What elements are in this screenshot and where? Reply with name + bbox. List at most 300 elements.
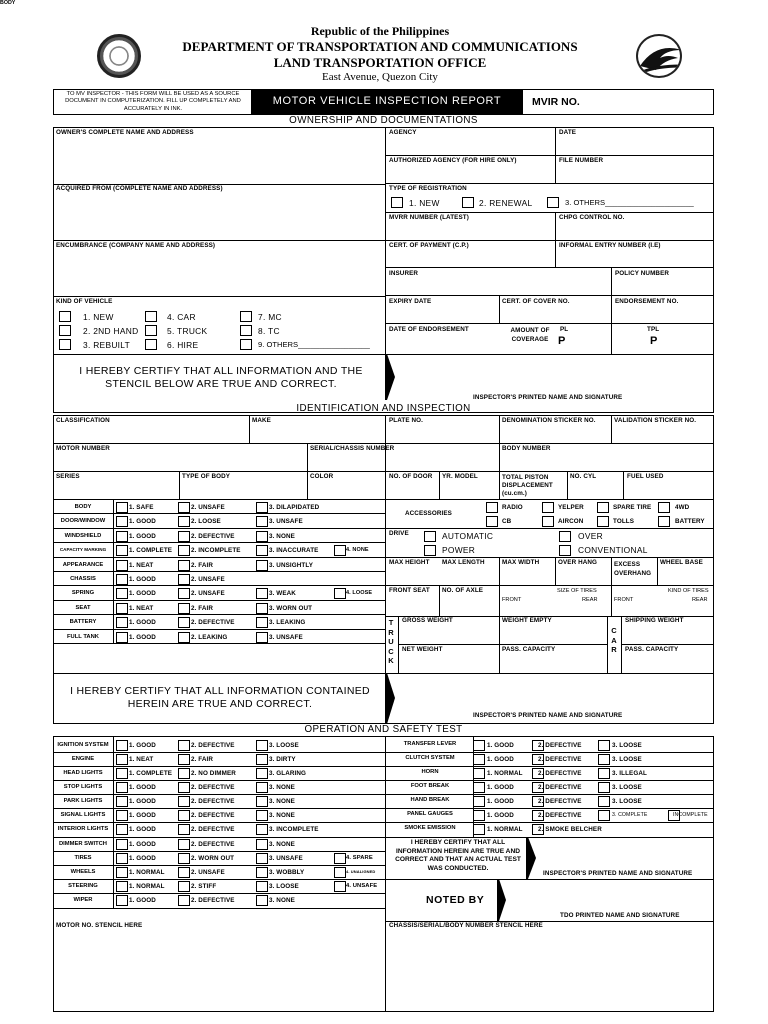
op-option-checkbox[interactable] [178,740,190,751]
header-department: DEPARTMENT OF TRANSPORTATION AND COMMUNICATIONS [182,39,578,54]
ins-option-checkbox[interactable] [116,632,128,643]
kind-label: 9. OTHERS_________________ [258,340,370,349]
ins-option-checkbox[interactable] [116,531,128,542]
op-right-option-label: 2. SMOKE BELCHER [538,826,602,833]
kind-hire-checkbox[interactable] [145,339,157,350]
op-right-option-label: 3. LOOSE [612,784,642,791]
ins-option-checkbox[interactable] [116,516,128,527]
op-option-label: 1. GOOD [129,855,156,862]
kind-label: 8. TC [258,326,280,336]
ins-option-checkbox[interactable] [256,560,268,571]
ins-row-label: DOOR/WINDOW [60,518,106,524]
op-option-checkbox[interactable] [116,740,128,751]
reg-new-label: 1. NEW [409,198,440,208]
ins-option-checkbox[interactable] [256,531,268,542]
acc-cb-checkbox[interactable] [486,516,498,527]
acc-4wd-checkbox[interactable] [658,502,670,513]
ins-option-checkbox[interactable] [116,560,128,571]
ins-option-checkbox[interactable] [116,502,128,513]
op-option-checkbox[interactable] [256,768,268,779]
reg-others-label: 3. OTHERS_____________________ [565,198,694,207]
drive-over-checkbox[interactable] [559,531,571,542]
inspector-signature-label: INSPECTOR'S PRINTED NAME AND SIGNATURE [473,712,623,719]
op-option-label: 1. COMPLETE [129,770,173,777]
ins-option-label: 1. GOOD [129,533,156,540]
ins-row-label: SEAT [75,605,91,611]
motor-number-label: MOTOR NUMBER [56,445,110,452]
op-option-checkbox[interactable] [178,782,190,793]
op-option-checkbox[interactable] [116,895,128,906]
ins-option-checkbox[interactable] [116,574,128,585]
amount-coverage-label: AMOUNT OF COVERAGE [510,327,550,343]
op-option-checkbox[interactable] [116,768,128,779]
op-row-label: INTERIOR LIGHTS [57,826,109,832]
kind-label: 5. TRUCK [167,326,208,336]
op-option-label: 1. NEAT [129,756,154,763]
op-option-checkbox[interactable] [116,867,128,878]
acc-label: RADIO [502,504,523,511]
op-right-checkbox[interactable] [598,810,610,821]
ins-row-label: CAPACITY MARKING [59,547,107,552]
agency-label: AGENCY [389,129,417,136]
inspector-signature-label: INSPECTOR'S PRINTED NAME AND SIGNATURE [543,870,693,877]
op-row-label: STEERING [68,883,98,889]
validation-sticker-label: VALIDATION STICKER NO. [614,417,697,424]
header-republic: Republic of the Philippines [310,24,450,38]
ins-option-label: 2. UNSAFE [191,504,225,511]
ins-option-checkbox[interactable] [178,560,190,571]
acc-label: YELPER [558,504,584,511]
op-right-option-label: 3. COMPLETE [612,812,648,818]
op-right-checkbox[interactable] [598,740,610,751]
op-option-checkbox[interactable] [178,768,190,779]
op-right-option-label: 1. GOOD [487,742,514,749]
ins-row-label: SPRING [71,590,95,596]
encumbrance-label: ENCUMBRANCE (COMPANY NAME AND ADDRESS) [56,242,216,249]
fuel-used-label: FUEL USED [627,473,664,480]
date-label: DATE [559,129,577,136]
op-option-label: 3. GLARING [269,770,307,777]
acc-yelper-checkbox[interactable] [542,502,554,513]
pl-peso: P [558,335,566,347]
op-right-checkbox[interactable] [598,796,610,807]
op-option-checkbox[interactable] [116,782,128,793]
op-option-checkbox[interactable] [178,754,190,765]
accessories-label: ACCESSORIES [405,510,452,517]
op-option-label: 1. NORMAL [129,869,165,876]
op-option-checkbox[interactable] [116,754,128,765]
op-option-checkbox[interactable] [116,853,128,864]
ins-option-checkbox[interactable] [256,516,268,527]
op-option-checkbox[interactable] [116,796,128,807]
op-option-checkbox[interactable] [256,754,268,765]
ins-option-label: 2. UNSAFE [191,590,225,597]
ins-option-label: 2. FAIR [191,605,214,612]
motor-stencil-label: MOTOR NO. STENCIL HERE [56,922,143,929]
ins-option-checkbox[interactable] [178,632,190,643]
op-right-label: HORN [421,769,439,775]
acc-label: BATTERY [675,518,705,525]
op-row-label: STOP LIGHTS [63,784,103,790]
ins-option-label: 1. NEAT [129,605,154,612]
form-title-text: MOTOR VEHICLE INSPECTION REPORT [272,95,502,107]
op-option-checkbox[interactable] [256,810,268,821]
ins-option-label: 2. FAIR [191,562,214,569]
make-label: MAKE [252,417,271,424]
kind-rebuilt-checkbox[interactable] [59,339,71,350]
op-right-option-label: 1. NORMAL [487,770,523,777]
op-option-label: 3. NONE [269,798,295,805]
op-option-label: 2. DEFECTIVE [191,812,235,819]
op-option-label: 1. NORMAL [129,883,165,890]
drive-conventional-checkbox[interactable] [559,545,571,556]
op-right-option-label: 1. NORMAL [487,826,523,833]
op-option-label: 3. LOOSE [269,883,299,890]
mvir-label: MVIR NO. [532,96,580,108]
op-right-option-label: 2. DEFECTIVE [538,784,582,791]
op-right-option-label: INCOMPLETE [673,812,708,818]
op-right-checkbox[interactable] [598,782,610,793]
kind-label: 7. MC [258,312,282,322]
op-row-label: WHEELS [70,869,96,875]
op-right-checkbox[interactable] [473,810,485,821]
acc-spare-tire-checkbox[interactable] [597,502,609,513]
ins-option-checkbox[interactable] [256,632,268,643]
car-pass-capacity-label: PASS. CAPACITY [625,646,679,653]
op-option-checkbox[interactable] [334,853,346,864]
no-axle-label: NO. OF AXLE [442,587,484,594]
car-letter: C [611,626,617,635]
ins-option-label: 3. INACCURATE [269,547,319,554]
op-option-checkbox[interactable] [256,782,268,793]
kind-label: 2. 2ND HAND [83,326,139,336]
car-letter: A [611,635,617,645]
op-option-label: 3. NONE [269,897,295,904]
kind-vehicle-label: KIND OF VEHICLE [56,298,113,305]
op-option-label: 4. UNSAFE [346,883,378,889]
op-right-option-label: 2. DEFECTIVE [538,798,582,805]
type-body-label: TYPE OF BODY [182,473,231,480]
truck-letter: T [388,618,394,627]
acc-aircon-checkbox[interactable] [542,516,554,527]
ins-option-label: 3. UNSAFE [269,634,303,641]
op-option-label: 3. NONE [269,841,295,848]
ins-option-label: 1. GOOD [129,590,156,597]
op-option-checkbox[interactable] [116,824,128,835]
serial-chassis-label: SERIAL/CHASSIS NUMBER [310,445,395,452]
op-option-label: 2. WORN OUT [191,855,235,862]
op-option-checkbox[interactable] [116,839,128,850]
ins-option-label: 1. GOOD [129,619,156,626]
series-label: SERIES [56,473,80,480]
kind-others-checkbox[interactable] [240,339,252,350]
ins-option-checkbox[interactable] [178,617,190,628]
op-option-checkbox[interactable] [116,810,128,821]
op-option-checkbox[interactable] [256,824,268,835]
op-option-checkbox[interactable] [256,895,268,906]
classification-label: CLASSIFICATION [56,417,110,424]
op-right-label: CLUTCH SYSTEM [405,755,455,761]
ins-option-checkbox[interactable] [178,588,190,599]
acc-radio-checkbox[interactable] [486,502,498,513]
op-option-checkbox[interactable] [178,881,190,892]
body-number-label: BODY NUMBER [502,445,551,452]
op-right-option-label: 2. DEFECTIVE [538,812,582,819]
ins-option-checkbox[interactable] [178,531,190,542]
op-row-label: WIPER [73,897,93,903]
op-option-checkbox[interactable] [256,867,268,878]
tpl-label: TPL [647,326,660,333]
acc-tolls-checkbox[interactable] [597,516,609,527]
op-row-label: ENGINE [71,756,95,762]
op-right-label: TRANSFER LEVER [403,741,457,747]
ins-option-checkbox[interactable] [178,502,190,513]
reg-renewal-checkbox[interactable] [462,197,474,208]
plate-no-label: PLATE NO. [389,417,424,424]
type-registration-label: TYPE OF REGISTRATION [389,185,467,192]
op-option-checkbox[interactable] [256,881,268,892]
op-option-label: 1. GOOD [129,826,156,833]
inspector-signature-label: INSPECTOR'S PRINTED NAME AND SIGNATURE [473,394,623,401]
car-vertical-label [610,626,618,655]
dotc-seal-logo [97,34,141,78]
operation-certify-text: I HEREBY CERTIFY THAT ALL INFORMATION HEREIN ARE TRUE AND CORRECT AND THAT AN ACTUAL TEST WAS CONDUCTED. [395,839,521,872]
drive-automatic-label: AUTOMATIC [442,531,494,541]
op-option-checkbox[interactable] [178,895,190,906]
drive-automatic-checkbox[interactable] [424,531,436,542]
op-option-checkbox[interactable] [178,810,190,821]
kind-mc-checkbox[interactable] [240,311,252,322]
gross-weight-label: GROSS WEIGHT [402,617,453,624]
ins-option-label: 1. GOOD [129,634,156,641]
op-option-checkbox[interactable] [178,824,190,835]
ins-option-checkbox[interactable] [116,545,128,556]
acc-battery-checkbox[interactable] [658,516,670,527]
kind-truck-checkbox[interactable] [145,325,157,336]
ins-option-checkbox[interactable] [256,617,268,628]
kind-label: 4. CAR [167,312,196,322]
op-right-checkbox[interactable] [598,754,610,765]
front-seat-label: FRONT SEAT [389,587,430,594]
car-letter: R [611,645,617,654]
lto-wing-logo [636,34,682,78]
truck-vertical-label [387,618,395,666]
ins-row-label: CHASSIS [70,576,96,582]
reg-new-checkbox[interactable] [391,197,403,208]
ins-row-label: FULL TANK [67,634,99,640]
op-option-label: 1. GOOD [129,841,156,848]
op-option-checkbox[interactable] [256,796,268,807]
op-right-option-label: 1. GOOD [487,784,514,791]
ins-option-checkbox[interactable] [256,502,268,513]
op-right-checkbox[interactable] [473,824,485,835]
ins-option-checkbox[interactable] [334,588,346,599]
op-option-checkbox[interactable] [178,853,190,864]
op-option-label: 2. DEFECTIVE [191,784,235,791]
ins-option-label: 1. GOOD [129,518,156,525]
ins-option-label: 3. LEAKING [269,619,306,626]
ins-option-label: 1. SAFE [129,504,154,511]
ins-option-label: 1. GOOD [129,576,156,583]
ins-option-label: 3. DILAPIDATED [269,504,320,511]
chpg-control-label: CHPG CONTROL NO. [559,214,625,221]
reg-others-checkbox[interactable] [547,197,559,208]
ins-option-label: 3. WEAK [269,590,296,597]
cert-cover-label: CERT. OF COVER NO. [502,298,570,305]
acc-label: SPARE TIRE [613,504,652,511]
ins-option-checkbox[interactable] [116,588,128,599]
ins-option-label: 3. UNSIGHTLY [269,562,314,569]
weight-empty-label: WEIGHT EMPTY [502,617,552,624]
over-hang-label: OVER HANG [558,559,598,566]
op-option-checkbox[interactable] [256,853,268,864]
kind-front-label: FRONT [614,597,634,603]
op-option-label: 3. NONE [269,784,295,791]
ins-option-label: 2. DEFECTIVE [191,619,235,626]
op-right-checkbox[interactable] [473,796,485,807]
op-option-checkbox[interactable] [334,881,346,892]
kind-label: 3. REBUILT [83,340,131,350]
op-option-checkbox[interactable] [178,867,190,878]
op-option-checkbox[interactable] [256,839,268,850]
drive-power-checkbox[interactable] [424,545,436,556]
op-option-checkbox[interactable] [116,881,128,892]
ins-row-label: BATTERY [69,619,97,625]
section-ownership-title: OWNERSHIP AND DOCUMENTATIONS [289,115,478,126]
tdo-signature-label: TDO PRINTED NAME AND SIGNATURE [560,912,680,919]
ins-option-label: 3. UNSAFE [269,518,303,525]
op-right-option-label: 3. ILLEGAL [612,770,647,777]
net-weight-label: NET WEIGHT [402,646,443,653]
owner-name-label: OWNER'S COMPLETE NAME AND ADDRESS [56,129,194,136]
op-option-label: 2. DEFECTIVE [191,897,235,904]
op-option-label: 3. WOBBLY [269,869,305,876]
max-width-label: MAX WIDTH [502,559,540,566]
ins-option-label: 3. NONE [269,533,295,540]
ins-option-label: 4. NONE [346,547,369,553]
ins-option-checkbox[interactable] [178,516,190,527]
pass-capacity-label: PASS. CAPACITY [502,646,556,653]
section-operation-title: OPERATION AND SAFETY TEST [304,724,463,735]
kind-tc-checkbox[interactable] [240,325,252,336]
tires-rear-label: REAR [582,597,598,603]
op-option-label: 2. NO DIMMER [191,770,236,777]
tires-front-label: FRONT [502,597,522,603]
op-right-label: FOOT BREAK [410,783,450,789]
op-right-label: HAND BREAK [410,797,450,803]
op-row-label: DIMMER SWITCH [59,841,107,847]
acc-label: 4WD [675,504,690,511]
wheel-base-label: WHEEL BASE [660,559,703,566]
ins-option-checkbox[interactable] [256,588,268,599]
header-office: LAND TRANSPORTATION OFFICE [273,55,487,70]
ins-option-label: 2. LOOSE [191,518,221,525]
max-height-label: MAX HEIGHT [389,559,430,566]
op-option-checkbox[interactable] [178,796,190,807]
op-right-option-label: 3. LOOSE [612,742,642,749]
op-right-checkbox[interactable] [598,768,610,779]
ins-option-label: 2. DEFECTIVE [191,533,235,540]
op-right-option-label: 2. DEFECTIVE [538,742,582,749]
ins-row-label: BODY [74,504,92,510]
op-option-checkbox[interactable] [178,839,190,850]
kind-tires-label: KIND OF TIRES [668,588,709,594]
op-right-option-label: 3. LOOSE [612,756,642,763]
op-option-checkbox[interactable] [334,867,346,878]
op-right-checkbox[interactable] [473,754,485,765]
drive-conventional-label: CONVENTIONAL [578,545,648,555]
mvrr-number-label: MVRR NUMBER (LATEST) [389,214,469,221]
section-identification-title: IDENTIFICATION AND INSPECTION [296,403,471,414]
op-option-label: 2. FAIR [191,756,214,763]
op-right-option-label: 3. LOOSE [612,798,642,805]
op-row-label: PARK LIGHTS [63,798,103,804]
tpl-peso: P [650,335,658,347]
op-option-label: 3. INCOMPLETE [269,826,319,833]
date-endorsement-label: DATE OF ENDORSEMENT [389,326,469,333]
drive-power-label: POWER [442,545,476,555]
ins-option-checkbox[interactable] [116,617,128,628]
kind-2ndhand-checkbox[interactable] [59,325,71,336]
ownership-certify-text: I HEREBY CERTIFY THAT ALL INFORMATION AND THE STENCIL BELOW ARE TRUE AND CORRECT. [79,365,363,391]
op-option-label: 2. STIFF [191,883,217,890]
ins-option-label: 2. LEAKING [191,634,228,641]
color-label: COLOR [310,473,334,480]
kind-label: 6. HIRE [167,340,199,350]
kind-new-checkbox[interactable] [59,311,71,322]
ins-option-label: 3. WORN OUT [269,605,313,612]
op-right-checkbox[interactable] [473,768,485,779]
excess-overhang-label: EXCESS OVERHANG [614,561,652,577]
file-number-label: FILE NUMBER [559,157,604,164]
max-length-label: MAX LENGTH [442,559,485,566]
ins-option-checkbox[interactable] [256,545,268,556]
ins-option-label: 4. LOOSE [346,590,373,596]
op-option-checkbox[interactable] [256,740,268,751]
denomination-sticker-label: DENOMINATION STICKER NO. [502,417,596,424]
ins-option-checkbox[interactable] [116,603,128,614]
ins-option-checkbox[interactable] [178,574,190,585]
ins-option-label: 1. COMPLETE [129,547,173,554]
ins-option-checkbox[interactable] [334,545,346,556]
kind-car-checkbox[interactable] [145,311,157,322]
ins-option-label: 2. UNSAFE [191,576,225,583]
identification-certify-text: I HEREBY CERTIFY THAT ALL INFORMATION CONTAINED HEREIN ARE TRUE AND CORRECT. [70,685,370,711]
noted-by-label: NOTED BY [426,894,485,906]
op-right-checkbox[interactable] [473,740,485,751]
op-right-option-label: 2. DEFECTIVE [538,770,582,777]
ins-option-checkbox[interactable] [178,603,190,614]
policy-number-label: POLICY NUMBER [615,270,670,277]
ins-option-checkbox[interactable] [256,603,268,614]
op-right-checkbox[interactable] [473,782,485,793]
chassis-stencil-label: CHASSIS/SERIAL/BODY NUMBER STENCIL HERE [389,922,543,929]
ins-row-label: WINDSHIELD [64,533,102,539]
kind-rear-label: REAR [692,597,708,603]
op-option-label: 4. SPARE [346,855,373,861]
endorsement-no-label: ENDORSEMENT NO. [615,298,679,305]
op-right-option-label: 1. GOOD [487,798,514,805]
total-piston-label: TOTAL PISTON DISPLACEMENT (cu.cm.) [502,474,553,497]
yr-model-label: YR. MODEL [442,473,478,480]
reg-renewal-label: 2. RENEWAL [479,198,533,208]
ins-option-checkbox[interactable] [178,545,190,556]
no-door-label: NO. OF DOOR [389,473,433,480]
noted-arrow [497,879,506,921]
drive-label: DRIVE [389,530,409,537]
inspector-notice: TO MV INSPECTOR - THIS FORM WILL BE USED AS A SOURCE DOCUMENT IN COMPUTERIZATION. FILL UP COMPLETELY AND ACCURATELY IN INK. [65,91,241,112]
authorized-agency-label: AUTHORIZED AGENCY (FOR HIRE ONLY) [389,157,517,164]
